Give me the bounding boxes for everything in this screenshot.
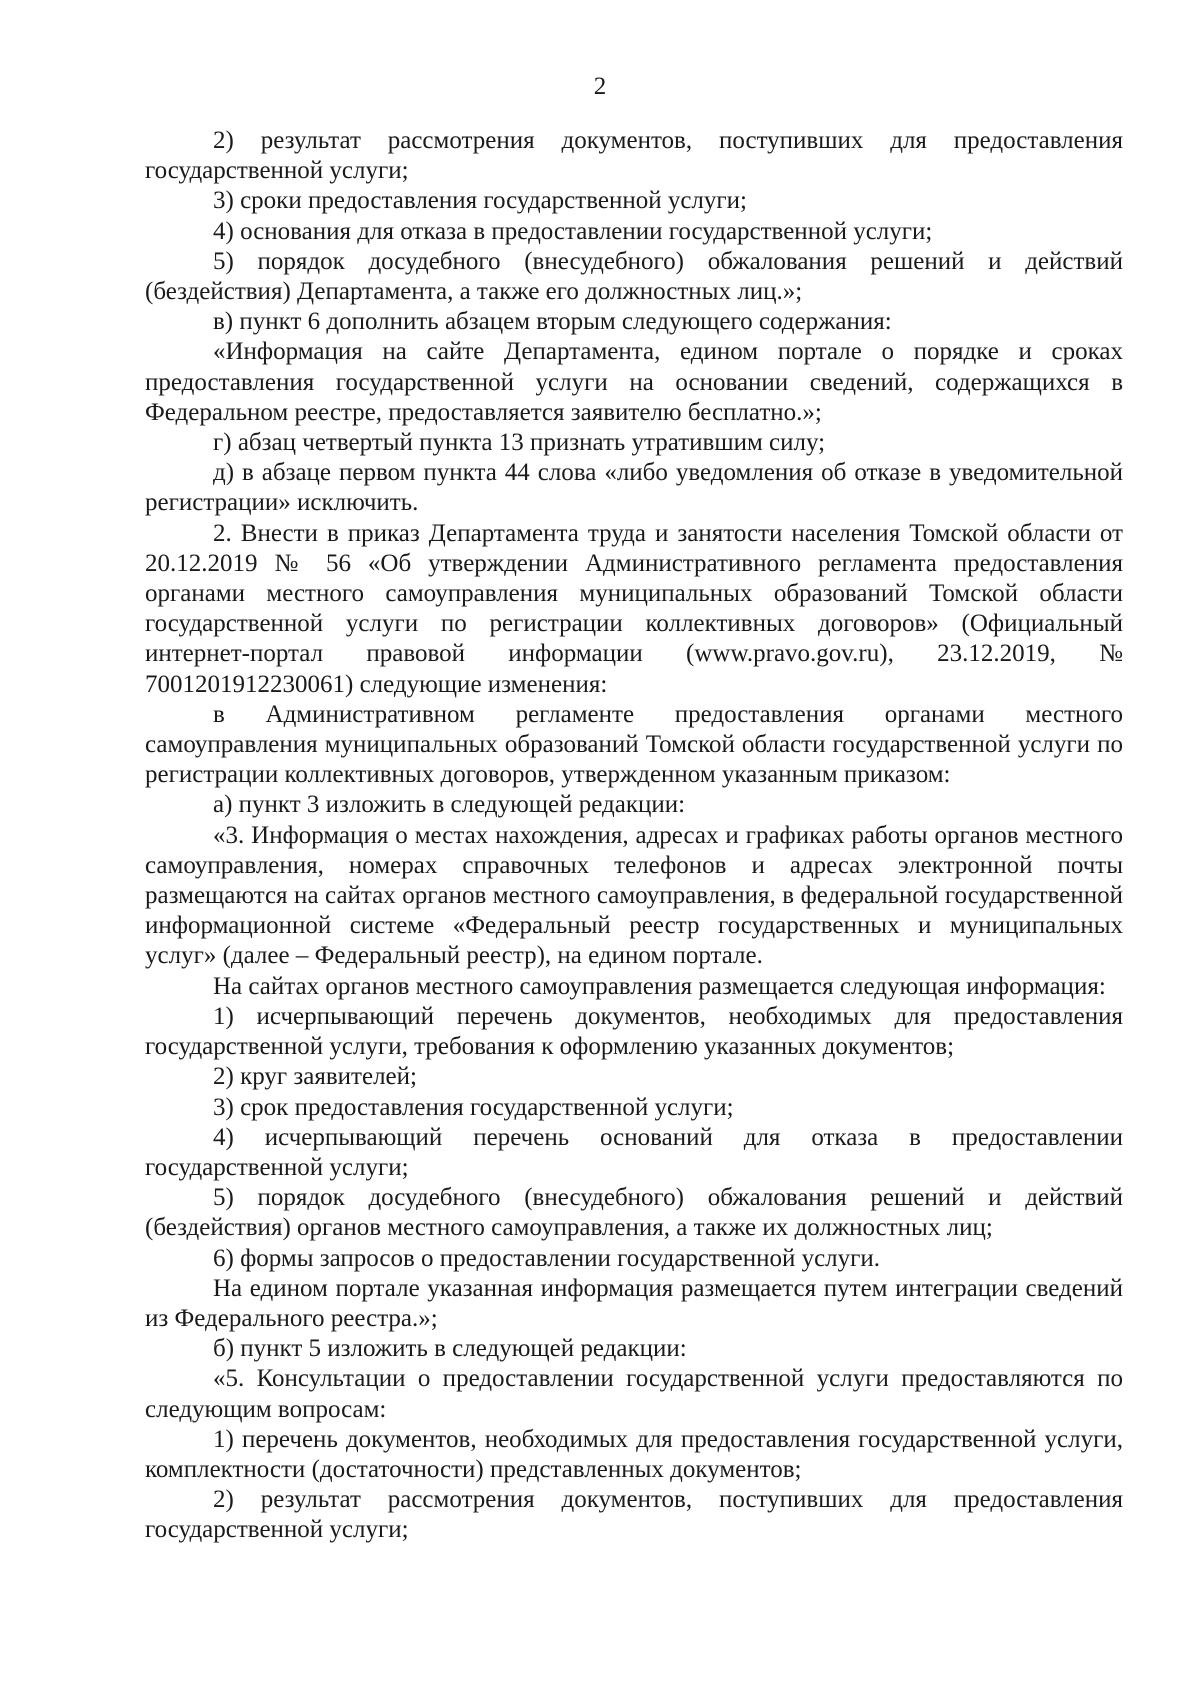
paragraph: 4) основания для отказа в предоставлении государственной услуги; — [213, 217, 933, 245]
paragraph: 2) результат рассмотрения документов, поступивших для предоставления государственной услуги; — [145, 1486, 1123, 1544]
paragraph: «3. Информация о местах нахождения, адресах и графиках работы органов местного самоуправления, номерах справочных телефонов и адресах электронной почты размещаются на сайтах органов местного самоуправления, в федеральной государственной информационной системе «Федеральный реестр государственных и муниципальных услуг» (далее – Федеральный реестр), на едином портале. — [145, 821, 1123, 970]
paragraph: 5) порядок досудебного (внесудебного) обжалования решений и действий (бездействия) Департамента, а также его должностных лиц.»; — [145, 247, 1123, 306]
paragraph: 1) перечень документов, необходимых для предоставления государственной услуги, комплектности (достаточности) представленных документов; — [145, 1425, 1123, 1483]
paragraph: 2) результат рассмотрения документов, поступивших для предоставления государственной услуги; — [145, 127, 1123, 185]
paragraph: 2) круг заявителей; — [213, 1063, 417, 1091]
paragraph: д) в абзаце первом пункта 44 слова «либо уведомления об отказе в уведомительной регистрации» исключить. — [145, 459, 1123, 517]
paragraph: 3) срок предоставления государственной услуги; — [213, 1093, 734, 1121]
paragraph: На сайтах органов местного самоуправления размещается следующая информация: — [213, 972, 1106, 1000]
paragraph: «Информация на сайте Департамента, едином портале о порядке и сроках предоставления государственной услуги на основании сведений, содержащихся в Федеральном реестре, предоставляется заявителю бесплатно.»; — [145, 338, 1123, 426]
paragraph: 1) исчерпывающий перечень документов, необходимых для предоставления государственной услуги, требования к оформлению указанных документов; — [145, 1002, 1123, 1061]
paragraph: 6) формы запросов о предоставлении государственной услуги. — [213, 1244, 881, 1272]
paragraph: 4) исчерпывающий перечень оснований для отказа в предоставлении государственной услуги; — [145, 1123, 1123, 1181]
page-number: 2 — [593, 73, 607, 100]
paragraph: а) пункт 3 изложить в следующей редакции: — [213, 791, 686, 819]
paragraph: в Административном регламенте предоставления органами местного самоуправления муниципальных образований Томской области государственной услуги по регистрации коллективных договоров, утвержденном указанным приказом: — [145, 700, 1123, 789]
paragraph: 3) сроки предоставления государственной услуги; — [213, 187, 747, 215]
document-body — [145, 126, 1123, 1546]
paragraph: «5. Консультации о предоставлении государственной услуги предоставляются по следующим вопросам: — [145, 1365, 1123, 1423]
paragraph: в) пункт 6 дополнить абзацем вторым следующего содержания: — [213, 308, 892, 336]
paragraph: На едином портале указанная информация размещается путем интеграции сведений из Федерального реестра.»; — [145, 1274, 1123, 1332]
paragraph: г) абзац четвертый пункта 13 признать утратившим силу; — [213, 429, 826, 457]
paragraph: 2. Внести в приказ Департамента труда и занятости населения Томской области от 20.12.2019 № 56 «Об утверждении Административного регламента предоставления органами местного самоуправления муниципальных образований Томской области государственной услуги по регистрации коллективных договоров» (Официальный интернет-портал правовой информации (www.pravo.gov.ru), 23.12.2019, № 7001201912230061) следующие изменения: — [145, 519, 1123, 698]
paragraph: 5) порядок досудебного (внесудебного) обжалования решений и действий (бездействия) органов местного самоуправления, а также их должностных лиц; — [145, 1184, 1123, 1242]
paragraph: б) пункт 5 изложить в следующей редакции: — [213, 1335, 687, 1363]
